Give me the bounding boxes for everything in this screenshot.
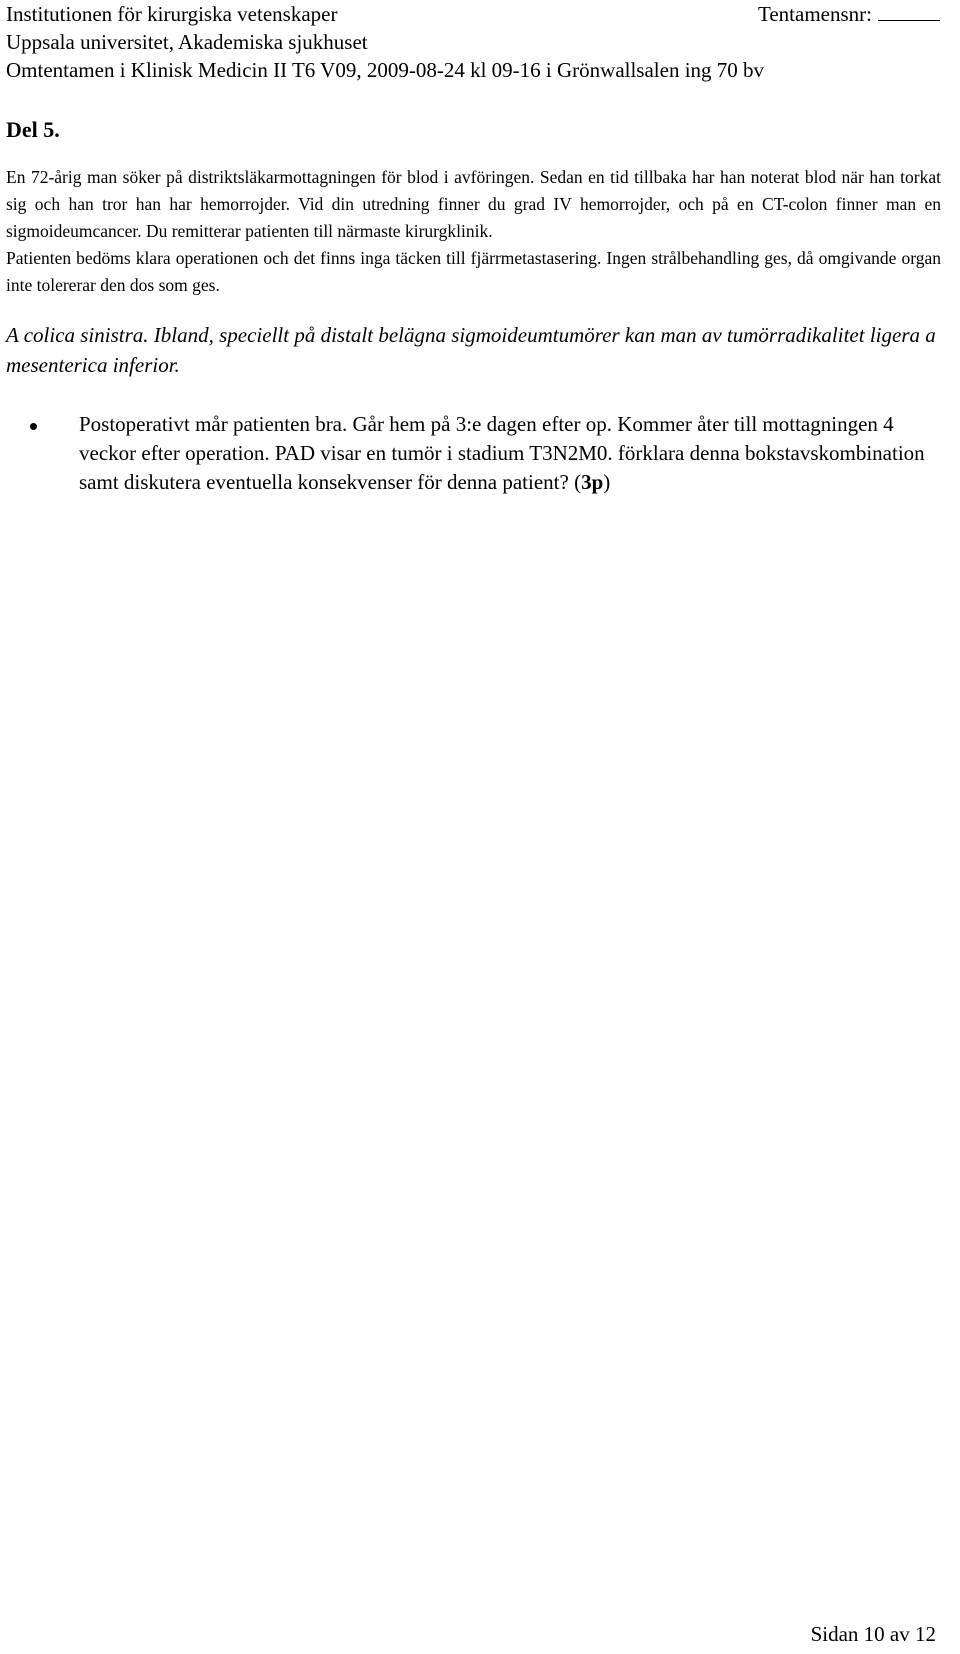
question-close-paren: ) <box>603 470 611 494</box>
question-points: 3p <box>581 470 604 494</box>
case-paragraph-2: Patienten bedöms klara operationen och det finns inga täcken till fjärrmetastasering. Ingen strålbehandling ges, då omgivande organ inte tolererar den dos som ges. <box>6 248 941 295</box>
case-paragraph-1: En 72-årig man söker på distriktsläkarmottagningen för blod i avföringen. Sedan en tid tillbaka har han noterat blod när han torkat sig och han tror han har hemorrojder. Vid din utredning finner du grad IV hemorrojder, och på en CT-colon finner man en sigmoideumcancer. Du remitterar patienten till närmaste kirurgklinik. <box>6 167 941 241</box>
question-text <box>79 410 930 497</box>
header-university: Uppsala universitet, Akademiska sjukhuset <box>6 30 368 54</box>
question-body: Postoperativt mår patienten bra. Går hem på 3:e dagen efter op. Kommer åter till mottagningen 4 veckor efter operation. PAD visar en tumör i stadium T3N2M0. förklara denna bokstavskombination samt diskutera eventuella konsekvenser för denna patient? ( <box>79 412 925 494</box>
case-description <box>6 164 941 299</box>
header-institution: Institutionen för kirurgiska vetenskaper <box>6 2 338 26</box>
section-title: Del 5. <box>6 117 60 142</box>
tentamensnr-blank-line <box>878 0 940 21</box>
tentamensnr-label: Tentamensnr: <box>758 2 872 26</box>
question-bullet <box>30 410 930 497</box>
header-exam-line: Omtentamen i Klinisk Medicin II T6 V09, 2009-08-24 kl 09-16 i Grönwallsalen ing 70 bv <box>6 58 765 82</box>
answer-text: A colica sinistra. Ibland, speciellt på distalt belägna sigmoideumtumörer kan man av tumörradikalitet ligera a mesenterica inferior. <box>6 323 936 377</box>
bullet-icon <box>30 423 37 430</box>
tentamensnr-field <box>758 0 940 28</box>
page-number: Sidan 10 av 12 <box>810 1622 936 1646</box>
